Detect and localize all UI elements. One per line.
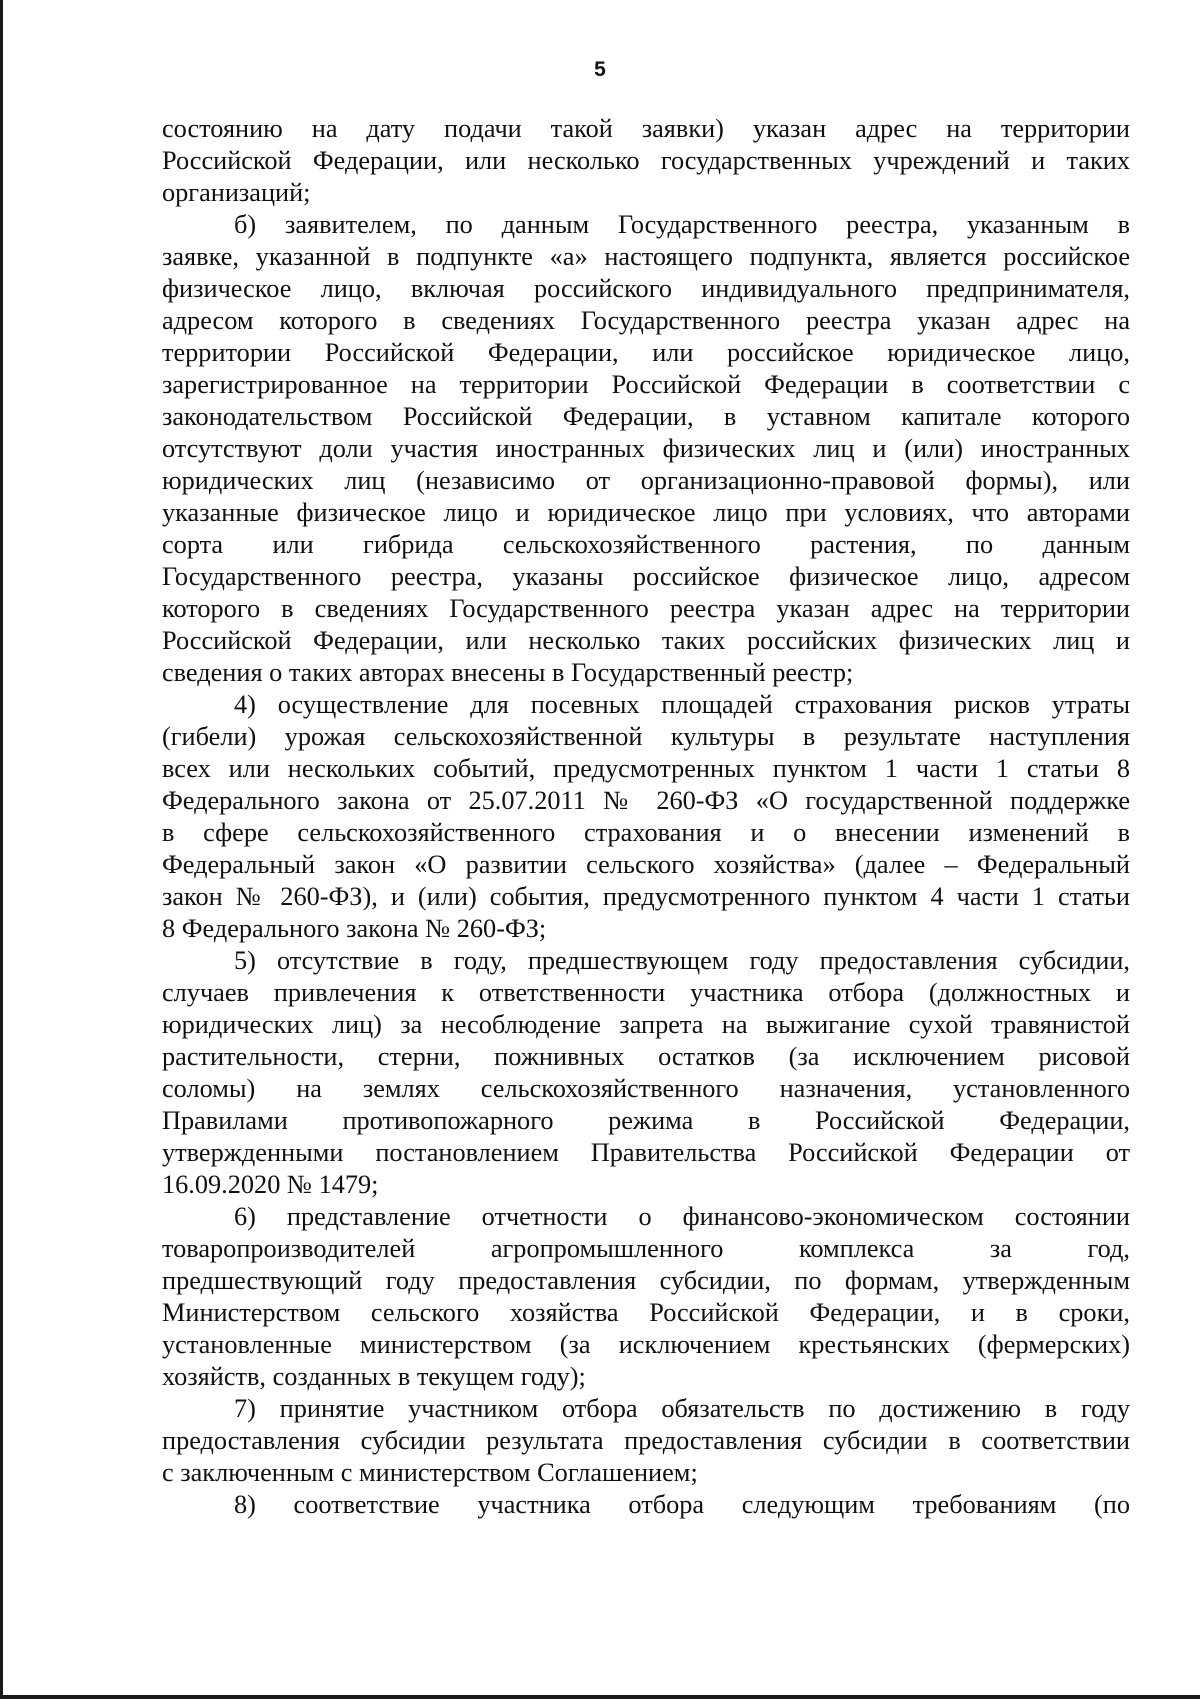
text-line: (гибели) урожая сельскохозяйственной культуры в результате наступления (162, 722, 1130, 751)
text-line: Правилами противопожарного режима в Российской Федерации, (162, 1106, 1130, 1135)
text-line: которого в сведениях Государственного реестра указан адрес на территории (162, 594, 1130, 623)
text-line: закон № 260-ФЗ), и (или) события, предусмотренного пунктом 4 части 1 статьи (162, 882, 1130, 911)
text-line: 8) соответствие участника отбора следующим требованиям (по (234, 1490, 1130, 1519)
text-line: юридических лиц (независимо от организационно-правовой формы), или (162, 466, 1130, 495)
text-line: 4) осуществление для посевных площадей страхования рисков утраты (234, 690, 1130, 719)
text-line: адресом которого в сведениях Государственного реестра указан адрес на (162, 306, 1130, 335)
text-line: соломы) на землях сельскохозяйственного назначения, установленного (162, 1074, 1130, 1103)
text-line: Министерством сельского хозяйства Российской Федерации, и в сроки, (162, 1298, 1130, 1327)
text-line: 16.09.2020 № 1479; (162, 1170, 379, 1199)
scan-edge-left (0, 0, 3, 1699)
text-line: Государственного реестра, указаны российское физическое лицо, адресом (162, 562, 1130, 591)
text-line: зарегистрированное на территории Российской Федерации в соответствии с (162, 370, 1130, 399)
text-line: состоянию на дату подачи такой заявки) указан адрес на территории (162, 114, 1130, 143)
text-line: территории Российской Федерации, или российское юридическое лицо, (162, 338, 1130, 367)
text-line: случаев привлечения к ответственности участника отбора (должностных и (162, 978, 1130, 1007)
text-line: 6) представление отчетности о финансово-экономическом состоянии (234, 1202, 1130, 1231)
text-line: сорта или гибрида сельскохозяйственного растения, по данным (162, 530, 1130, 559)
text-line: всех или нескольких событий, предусмотренных пунктом 1 части 1 статьи 8 (162, 754, 1130, 783)
text-line: в сфере сельскохозяйственного страхования и о внесении изменений в (162, 818, 1130, 847)
page-number: 5 (594, 58, 606, 81)
text-line: растительности, стерни, пожнивных остатков (за исключением рисовой (162, 1042, 1130, 1071)
text-line: Федерального закона от 25.07.2011 № 260-ФЗ «О государственной поддержке (162, 786, 1130, 815)
document-body (162, 113, 1130, 1521)
text-line: Федеральный закон «О развитии сельского хозяйства» (далее – Федеральный (162, 850, 1130, 879)
text-line: 5) отсутствие в году, предшествующем году предоставления субсидии, (234, 946, 1130, 975)
text-line: предоставления субсидии результата предоставления субсидии в соответствии (162, 1426, 1130, 1455)
text-line: б) заявителем, по данным Государственного реестра, указанным в (234, 210, 1130, 239)
text-line: организаций; (162, 178, 311, 207)
text-line: сведения о таких авторах внесены в Государственный реестр; (162, 658, 854, 687)
text-line: законодательством Российской Федерации, в уставном капитале которого (162, 402, 1130, 431)
text-line: предшествующий году предоставления субсидии, по формам, утвержденным (162, 1266, 1130, 1295)
text-line: товаропроизводителей агропромышленного комплекса за год, (162, 1234, 1130, 1263)
text-line: указанные физическое лицо и юридическое лицо при условиях, что авторами (162, 498, 1130, 527)
text-line: 7) принятие участником отбора обязательств по достижению в году (234, 1394, 1130, 1423)
text-line: отсутствуют доли участия иностранных физических лиц и (или) иностранных (162, 434, 1130, 463)
text-line: хозяйств, созданных в текущем году); (162, 1362, 586, 1391)
text-line: Российской Федерации, или несколько таких российских физических лиц и (162, 626, 1130, 655)
text-line: Российской Федерации, или несколько государственных учреждений и таких (162, 146, 1130, 175)
text-line: физическое лицо, включая российского индивидуального предпринимателя, (162, 274, 1130, 303)
scan-edge-bottom (0, 1695, 1200, 1699)
text-line: утвержденными постановлением Правительства Российской Федерации от (162, 1138, 1130, 1167)
text-line: заявке, указанной в подпункте «а» настоящего подпункта, является российское (162, 242, 1130, 271)
text-line: 8 Федерального закона № 260-ФЗ; (162, 914, 547, 943)
text-line: установленные министерством (за исключением крестьянских (фермерских) (162, 1330, 1130, 1359)
text-line: с заключенным с министерством Соглашением; (162, 1458, 698, 1487)
text-line: юридических лиц) за несоблюдение запрета на выжигание сухой травянистой (162, 1010, 1130, 1039)
